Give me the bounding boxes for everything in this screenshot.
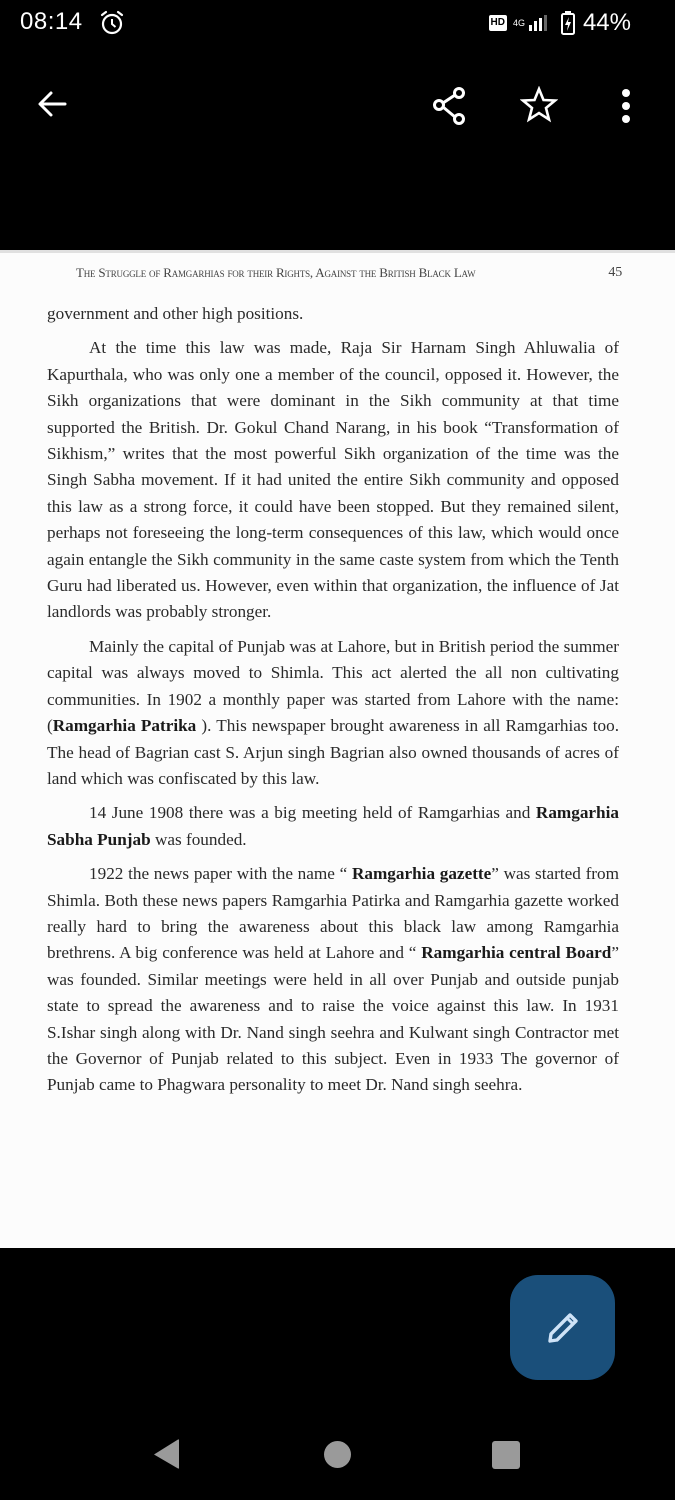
system-nav-bar <box>0 1410 675 1500</box>
text-segment: government and other high positions. <box>47 304 304 323</box>
bold-text: Ramgarhia central Board <box>421 943 612 963</box>
triangle-back-icon[interactable] <box>152 1438 182 1470</box>
bold-text: Ramgarhia Patrika <box>52 716 197 736</box>
status-indicators <box>489 8 632 38</box>
status-time: 08:14 <box>20 8 83 35</box>
body-text <box>47 301 619 1107</box>
battery-percent: 44% <box>582 9 631 36</box>
share-icon <box>431 85 469 127</box>
square-recents-icon[interactable] <box>492 1441 520 1469</box>
star-outline-icon <box>520 86 558 124</box>
text-segment: ” was started from Shimla. Both these news papers Ramgarhia Patirka and Ramgarhia gazette worked really hard to bring the awareness about this black law among Ramgarhia brethrens. A big conference was held at Lahore and “ <box>47 864 619 963</box>
text-segment: 1922 the news paper with the name “ <box>89 864 352 884</box>
signal-strength-icon <box>529 15 547 31</box>
alarm-clock-icon <box>98 9 126 37</box>
page-number: 45 <box>608 265 622 280</box>
text-segment: ). This newspaper brought awareness in all Ramgarhias too. The head of Bagrian cast S. Arjun singh Bagrian also owned thousands of acres of land which was confiscated by this law. <box>47 716 619 788</box>
paragraph <box>47 800 619 853</box>
text-segment: was founded. <box>150 829 247 849</box>
pencil-edit-icon <box>543 1308 583 1348</box>
running-head <box>76 265 622 281</box>
arrow-back-icon <box>35 87 69 121</box>
network-type-label: 4G <box>512 17 525 28</box>
edit-fab-button[interactable] <box>510 1275 615 1380</box>
battery-charging-icon <box>561 11 575 35</box>
hd-badge: HD <box>489 15 507 31</box>
more-vert-icon <box>620 87 632 125</box>
document-page[interactable] <box>0 250 675 1248</box>
app-bar <box>0 60 675 150</box>
text-segment: Mainly the capital of Punjab was at Lahore, but in British period the summer capital was always moved to Shimla. This act alerted the all non cultivating communities. In 1902 a monthly paper was started from Lahore with the name: ( <box>47 636 619 736</box>
text-segment: 14 June 1908 there was a big meeting held of Ramgarhias and <box>89 803 536 823</box>
text-segment: ” was founded. Similar meetings were held in all over Punjab and outside punjab state to spread the awareness and to raise the voice against this law. In 1931 S.Ishar singh along with Dr. Nand singh seehra and Kulwant singh Contractor met the Governor of Punjab related to this subject. Even in 1933 The governor of Punjab came to Phagwara personality to meet Dr. Nand singh seehra. <box>47 943 619 1095</box>
paragraph <box>47 634 619 792</box>
paragraph <box>47 301 619 327</box>
more-options-button[interactable] <box>608 82 644 130</box>
text-segment: At the time this law was made, Raja Sir Harnam Singh Ahluwalia of Kapurthala, who was only one a member of the council, opposed it. However, the Sikh organizations that were dominant in the Sikh community at that time supported the British. Dr. Gokul Chand Narang, in his book “Transformation of Sikhism,” writes that the most powerful Sikh organization of the time was the Singh Sabha movement. If it had united the entire Sikh community and opposed this law as a strong force, it could have been stopped. But they remained silent, perhaps not foreseeing the long-term consequences of this law, which would once again entangle the Sikh community in the same caste system from which the Tenth Guru had liberated us. However, even within that organization, the influence of Jat landlords was probably stronger. <box>47 338 619 622</box>
back-button[interactable] <box>30 82 74 126</box>
bold-text: Ramgarhia gazette <box>351 864 492 884</box>
bookmark-star-button[interactable] <box>517 82 561 128</box>
status-bar <box>0 0 675 50</box>
share-button[interactable] <box>428 82 472 130</box>
running-head-title: The Struggle of Ramgarhias for their Rights, Against the British Black Law <box>76 265 476 280</box>
paragraph <box>47 861 619 1099</box>
paragraph <box>47 335 619 625</box>
circle-home-icon[interactable] <box>324 1441 351 1468</box>
bold-text: Ramgarhia Sabha Punjab <box>47 803 619 849</box>
